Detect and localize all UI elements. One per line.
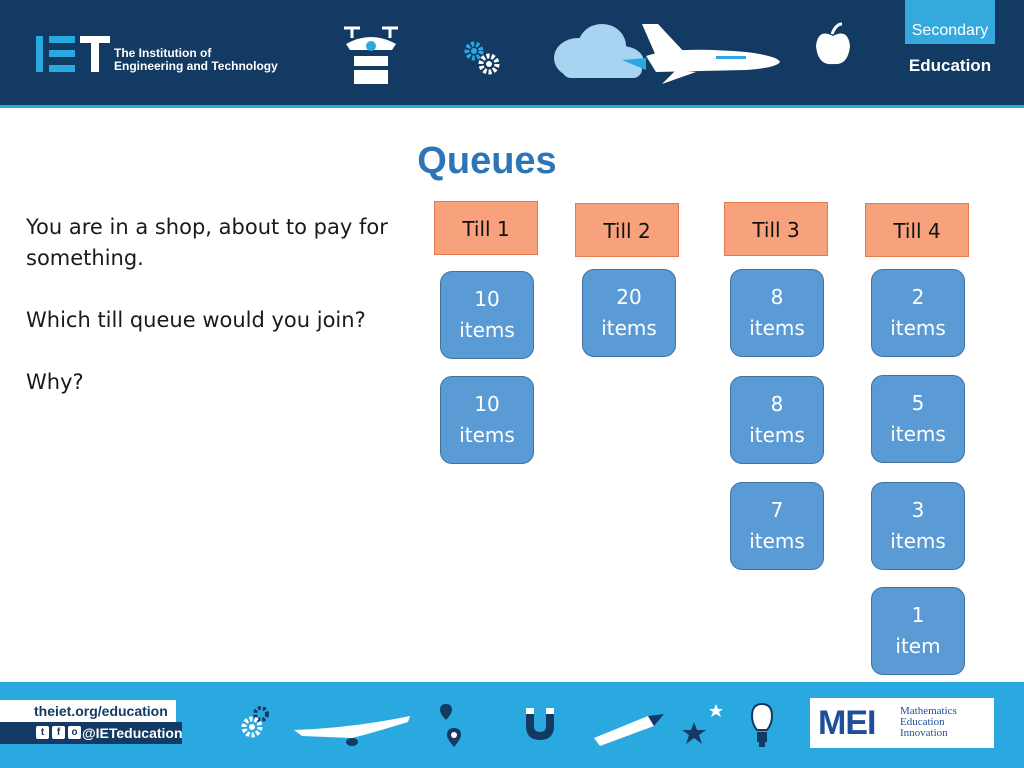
mei-name (900, 706, 992, 739)
till-1-basket-1 (440, 271, 534, 359)
till-2-basket-1 (582, 269, 676, 357)
scenario-text: You are in a shop, about to pay for something. (26, 215, 388, 270)
basket-unit: items (890, 316, 946, 340)
till-3-label: Till 3 (724, 202, 828, 256)
till-3-basket-2 (730, 376, 824, 464)
till-1-label: Till 1 (434, 201, 538, 255)
apple-icon (812, 22, 854, 68)
question-line: Which till queue would you join? (26, 308, 366, 332)
basket-count: 2 (911, 285, 925, 309)
map-pins-icon (436, 702, 466, 748)
basket-count: 8 (770, 285, 784, 309)
basket-unit: items (459, 318, 515, 342)
basket-count: 1 (911, 603, 925, 627)
basket-unit: items (459, 423, 515, 447)
basket-count: 7 (770, 498, 784, 522)
twitter-icon[interactable]: t (36, 726, 49, 739)
basket-count: 3 (911, 498, 925, 522)
basket-unit: items (601, 316, 657, 340)
basket-unit: items (749, 423, 805, 447)
footer-banner (0, 682, 1024, 768)
basket-unit: items (749, 529, 805, 553)
gears-icon (462, 40, 502, 76)
basket-count: 5 (911, 391, 925, 415)
slide-title: Queues (417, 140, 557, 182)
secondary-badge: Secondary (905, 0, 995, 44)
education-label: Education (908, 56, 992, 75)
basket-unit: items (890, 422, 946, 446)
social-links[interactable] (0, 722, 182, 744)
basket-unit: items (749, 316, 805, 340)
basket-unit: item (895, 634, 941, 658)
magnet-icon (518, 706, 560, 744)
mei-logo[interactable] (810, 698, 994, 748)
till-4-basket-3 (871, 482, 965, 570)
basket-count: 8 (770, 392, 784, 416)
till-4-basket-4 (871, 587, 965, 675)
till-2-label: Till 2 (575, 203, 679, 257)
basket-count: 10 (474, 392, 500, 416)
till-4-basket-2 (871, 375, 965, 463)
question-text (26, 212, 406, 429)
basket-count: 10 (474, 287, 500, 311)
till-1-basket-2 (440, 376, 534, 464)
glider-icon (292, 710, 412, 750)
space-shuttle-icon (616, 22, 784, 88)
stars-icon (682, 702, 726, 746)
basket-unit: items (890, 529, 946, 553)
social-handle: @IETeducation (82, 725, 183, 741)
mei-logo-mark: MEI (818, 704, 876, 742)
institution-name-line1: The Institution of (114, 46, 212, 60)
till-4-label: Till 4 (865, 203, 969, 257)
website-link[interactable]: theiet.org/education (0, 700, 176, 722)
drone-icon (336, 22, 406, 88)
pencil-icon (590, 710, 666, 746)
facebook-icon[interactable]: f (52, 726, 65, 739)
mei-name-line3: Innovation (900, 727, 948, 739)
till-3-basket-1 (730, 269, 824, 357)
mei-name-line2: Education (900, 716, 945, 728)
why-line: Why? (26, 370, 84, 394)
basket-count: 20 (616, 285, 642, 309)
till-3-basket-3 (730, 482, 824, 570)
header-banner (0, 0, 1024, 108)
mei-name-line1: Mathematics (900, 705, 957, 717)
gears-icon (240, 704, 274, 738)
lightbulb-icon (748, 702, 776, 750)
header-divider (0, 105, 1024, 108)
institution-name-line2: Engineering and Technology (114, 59, 278, 73)
iet-logo-mark (36, 36, 110, 72)
institution-name (114, 47, 334, 73)
instagram-icon[interactable]: o (68, 726, 81, 739)
till-4-basket-1 (871, 269, 965, 357)
